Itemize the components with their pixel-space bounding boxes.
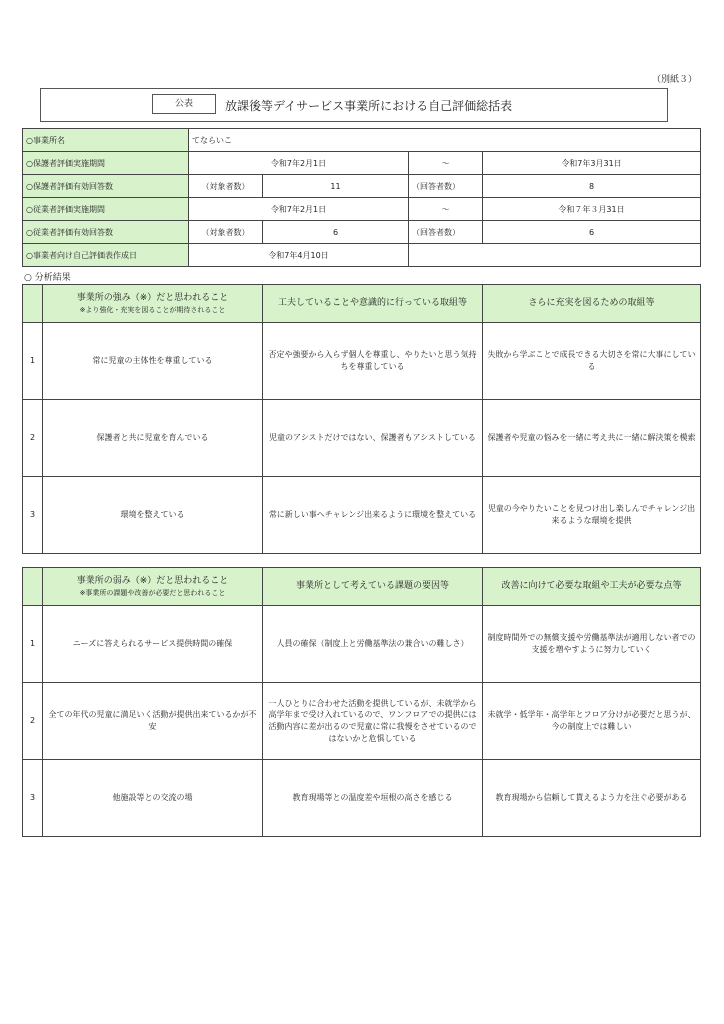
strengths-header-row <box>23 285 701 323</box>
strength-item: 保護者と共に児童を育んでいる <box>43 400 263 477</box>
strengths-col1-sub: ※より強化・充実を図ることが期待されること <box>79 305 226 314</box>
table-row <box>23 606 701 683</box>
staff-target-value: 6 <box>263 221 409 244</box>
staff-target-label: （対象者数） <box>189 221 263 244</box>
analysis-section-label: ○ 分析結果 <box>24 273 71 283</box>
weaknesses-col3-header: 改善に向けて必要な取組や工夫が必要な点等 <box>483 568 701 606</box>
created-date-value: 令和7年4月10日 <box>189 244 409 267</box>
row-number: 1 <box>23 323 43 400</box>
staff-period-row <box>23 198 701 221</box>
table-row <box>23 477 701 554</box>
guardian-count-row <box>23 175 701 198</box>
created-date-label: ○事業者向け自己評価表作成日 <box>23 244 189 267</box>
created-date-row <box>23 244 701 267</box>
guardian-period-row <box>23 152 701 175</box>
guardian-target-value: 11 <box>263 175 409 198</box>
guardian-period-start: 令和7年2月1日 <box>189 152 409 175</box>
guardian-period-end: 令和7年3月31日 <box>483 152 701 175</box>
weaknesses-table <box>22 567 701 837</box>
strength-enhancement: 保護者や児童の悩みを一緒に考え共に一緒に解決策を模索 <box>483 400 701 477</box>
weaknesses-col2-header: 事業所として考えている課題の要因等 <box>263 568 483 606</box>
strength-effort: 児童のアシストだけではない、保護者もアシストしている <box>263 400 483 477</box>
office-name-value: てならいこ <box>189 129 701 152</box>
office-info-table <box>22 128 701 267</box>
row-number: 2 <box>23 400 43 477</box>
staff-count-label: ○従業者評価有効回答数 <box>23 221 189 244</box>
staff-respondent-label: （回答者数） <box>409 221 483 244</box>
table-row <box>23 400 701 477</box>
staff-respondent-value: 6 <box>483 221 701 244</box>
weakness-improvement: 制度時間外での無償支援や労働基準法が適用しない者での支援を増やすように努力していく <box>483 606 701 683</box>
staff-period-separator: ～ <box>409 198 483 221</box>
guardian-period-separator: ～ <box>409 152 483 175</box>
strength-effort: 常に新しい事へチャレンジ出来るように環境を整えている <box>263 477 483 554</box>
guardian-respondent-value: 8 <box>483 175 701 198</box>
strengths-col2-header: 工夫していることや意識的に行っている取組等 <box>263 285 483 323</box>
weaknesses-col1-sub: ※事業所の課題や改善が必要だと思われること <box>79 588 226 597</box>
weakness-improvement: 教育現場から信頼して貰えるよう力を注ぐ必要がある <box>483 760 701 837</box>
strengths-col3-header: さらに充実を図るための取組等 <box>483 285 701 323</box>
guardian-respondent-label: （回答者数） <box>409 175 483 198</box>
strength-item: 常に児童の主体性を尊重している <box>43 323 263 400</box>
office-name-row <box>23 129 701 152</box>
weaknesses-header-row <box>23 568 701 606</box>
staff-count-row <box>23 221 701 244</box>
weakness-improvement: 未就学・低学年・高学年とフロア分けが必要だと思うが、今の制度上では難しい <box>483 683 701 760</box>
strengths-col1-header <box>43 285 263 323</box>
table-row <box>23 760 701 837</box>
guardian-period-label: ○保護者評価実施期間 <box>23 152 189 175</box>
title-box <box>40 88 668 122</box>
annex-label: （別紙３） <box>652 75 698 85</box>
weakness-cause: 人員の確保（制度上と労働基準法の兼合いの難しさ） <box>263 606 483 683</box>
strength-effort: 否定や強要から入らず個人を尊重し、やりたいと思う気持ちを尊重している <box>263 323 483 400</box>
row-number: 3 <box>23 760 43 837</box>
guardian-count-label: ○保護者評価有効回答数 <box>23 175 189 198</box>
page-title: 放課後等デイサービス事業所における自己評価総括表 <box>225 99 513 113</box>
weakness-cause: 一人ひとりに合わせた活動を提供しているが、未就学から高学年まで受け入れているので、ワンフロアでの提供には活動内容に差が出るので児童に常に我慢をさせているのではないかと危惧している <box>263 683 483 760</box>
strengths-col1-main: 事業所の強み（※）だと思われること <box>76 292 229 303</box>
staff-period-label: ○従業者評価実施期間 <box>23 198 189 221</box>
strength-item: 環境を整えている <box>43 477 263 554</box>
staff-period-start: 令和7年2月1日 <box>189 198 409 221</box>
row-number: 2 <box>23 683 43 760</box>
staff-period-end: 令和７年３月31日 <box>483 198 701 221</box>
row-number: 1 <box>23 606 43 683</box>
weakness-cause: 教育現場等との温度差や垣根の高さを感じる <box>263 760 483 837</box>
weakness-item: 全ての年代の児童に満足いく活動が提供出来ているかが不安 <box>43 683 263 760</box>
row-number: 3 <box>23 477 43 554</box>
strength-enhancement: 児童の今やりたいことを見つけ出し楽しんでチャレンジ出来るような環境を提供 <box>483 477 701 554</box>
weaknesses-col1-header <box>43 568 263 606</box>
weaknesses-col1-main: 事業所の弱み（※）だと思われること <box>76 575 229 586</box>
public-tag: 公表 <box>152 94 216 114</box>
table-row <box>23 683 701 760</box>
weakness-item: 他施設等との交流の場 <box>43 760 263 837</box>
guardian-target-label: （対象者数） <box>189 175 263 198</box>
office-name-label: ○事業所名 <box>23 129 189 152</box>
strengths-table <box>22 284 701 554</box>
table-row <box>23 323 701 400</box>
strength-enhancement: 失敗から学ぶことで成長できる大切さを常に大事にしている <box>483 323 701 400</box>
weakness-item: ニーズに答えられるサービス提供時間の確保 <box>43 606 263 683</box>
